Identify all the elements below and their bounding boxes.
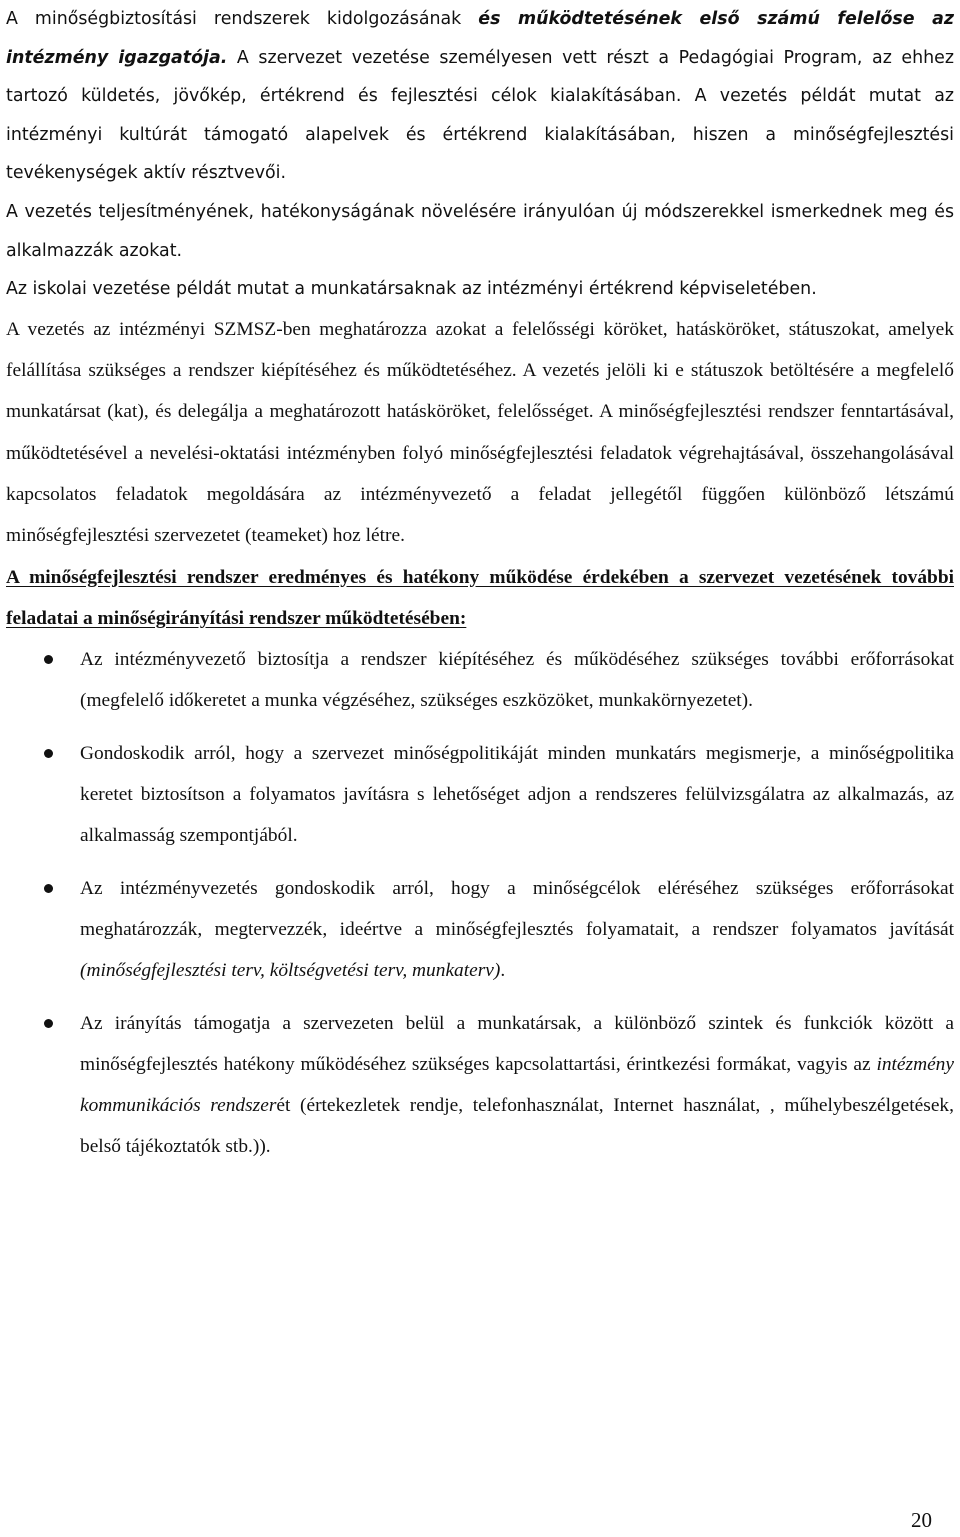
list-item-text: Az intézményvezető biztosítja a rendszer kiépítéséhez és működéséhez szükséges további erőforrásokat (megfelelő időkeretet a munka végzéséhez, szükséges eszközöket, munkakörnyezetet). [80,649,954,712]
list-item [6,639,954,722]
list-item-text: ét (értekezletek rendje, telefonhasználat, Internet használat, , műhelybeszélgetések, belső tájékoztatók stb.)). [80,1095,954,1158]
list-item-emphasis: intézmény kommunikációs rendszer [80,1053,954,1117]
bullet-icon [44,1019,53,1028]
main-section [6,309,954,1168]
paragraph-example: Az iskolai vezetése példát mutat a munkatársaknak az intézményi értékrend képviseletében. [6,279,817,300]
list-item-text: Az intézményvezetés gondoskodik arról, hogy a minőségcélok eléréséhez szükséges erőforrásokat meghatározzák, megtervezzék, ideértve a minőségfejlesztés folyamatait, a rendszer folyamatos javítását [80,877,954,940]
bullet-icon [44,655,53,664]
task-list [6,639,954,1168]
list-item [6,733,954,857]
intro-section [6,0,954,309]
section-heading: A minőségfejlesztési rendszer eredményes és hatékony működése érdekében a szervezet vezetésének további feladatai a minőségirányítási rendszer működtetésében: [6,566,954,629]
list-item-text: Gondoskodik arról, hogy a szervezet minőségpolitikáját minden munkatárs megismerje, a minőségpolitika keretet biztosítson a folyamatos javításra s lehetőséget adjon a rendszeres felülvizsgálatra az alkalmazás, az alkalmasság szempontjából. [80,742,954,847]
text-run: A szervezet vezetése személyesen vett részt a Pedagógiai Program, az ehhez tartozó küldetés, jövőkép, értékrend és fejlesztési célok kialakításában. A vezetés példát mutat az intézményi kultúrát támogató alapelvek és értékrend kialakításában, hiszen a minőségfejlesztési tevékenységek aktív résztvevői. [6,47,954,184]
emphasis-run: és működtetésének első számú felelőse az intézmény igazgatója. [6,9,954,68]
list-item [6,1003,954,1168]
list-item [6,868,954,992]
list-item-emphasis: (minőségfejlesztési terv, költségvetési terv, munkaterv) [80,960,501,982]
list-item-text: Az irányítás támogatja a szervezeten belül a munkatársak, a különböző szintek és funkciók között a minőségfejlesztés hatékony működéséhez szükséges kapcsolattartási, érintkezési formákat, vagyis az [80,1012,954,1075]
paragraph-methods: A vezetés teljesítményének, hatékonyságának növelésére irányulóan új módszerekkel ismerkednek meg és alkalmazzák azokat. [6,201,954,261]
list-item-text: . [500,960,506,982]
bullet-icon [44,884,53,893]
paragraph-responsibility [6,0,954,193]
paragraph-szmsz: A vezetés az intézményi SZMSZ-ben meghatározza azokat a felelősségi köröket, hatásköröket, státuszokat, amelyek felállítása szükséges a rendszer kiépítéséhez és működtetéséhez. A vezetés jelöli ki e státuszok betöltésére a megfelelő munkatársat (kat), és delegálja a meghatározott hatásköröket, felelősséget. A minőségfejlesztési rendszer fenntartásával, működtetésével a nevelési-oktatási intézményben folyó minőségfejlesztési feladatok végrehajtásával, összehangolásával kapcsolatos feladatok megoldására az intézményvezető a feladat jellegétől függően különböző létszámú minőségfejlesztési szervezetet (teameket) hoz létre. [6,318,954,547]
bullet-icon [44,749,53,758]
page-number: 20 [911,1508,932,1532]
text-run: A minőségbiztosítási rendszerek kidolgozásának [6,9,479,29]
